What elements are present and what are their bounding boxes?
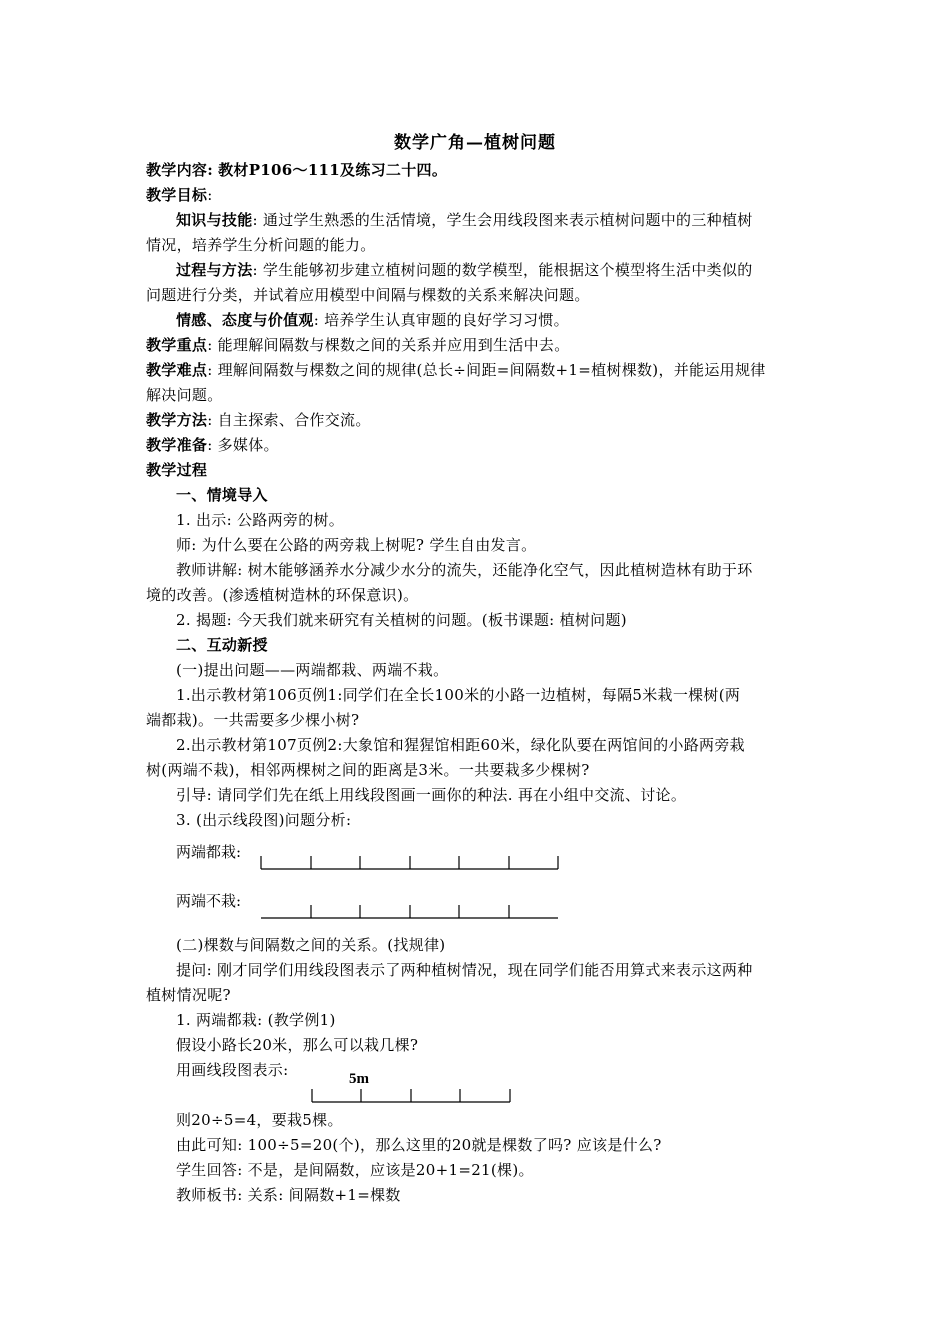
goal-1-label: 知识与技能 <box>176 211 253 229</box>
diagram-label-no-ends: 两端不栽: <box>176 892 242 910</box>
infer-line: 由此可知: 100÷5=20(个)，那么这里的20就是棵数了吗? 应该是什么? <box>176 1136 662 1154</box>
difficulty-line-2: 解决问题。 <box>146 386 223 404</box>
section-1-line-4: 2. 揭题: 今天我们就来研究有关植树的问题。(板书课题: 植树问题) <box>176 611 627 629</box>
goals-colon: : <box>207 186 213 204</box>
goal-2-text: : 学生能够初步建立植树问题的数学模型，能根据这个模型将生活中类似的 <box>252 261 753 279</box>
question-line-a: 提问: 刚才同学们用线段图表示了两种植树情况，现在同学们能否用算式来表示这两种 <box>176 961 753 979</box>
process-heading: 教学过程 <box>146 461 208 479</box>
section-1-line-1: 1. 出示: 公路两旁的树。 <box>176 511 345 529</box>
example-2-line-a: 2.出示教材第107页例2:大象馆和猩猩馆相距60米，绿化队要在两馆间的小路两旁栽 <box>176 736 745 754</box>
draw-line: 用画线段图表示: <box>176 1061 289 1079</box>
prep-text: : 多媒体。 <box>207 436 279 454</box>
diagram-label-both-ends: 两端都栽: <box>176 843 242 861</box>
segment-length-label: 5m <box>349 1071 369 1087</box>
prep-label: 教学准备 <box>146 436 208 454</box>
section-2-sub-1: (一)提出问题——两端都栽、两端不栽。 <box>176 661 449 679</box>
goal-3-text: : 培养学生认真审题的良好学习习惯。 <box>313 311 569 329</box>
calc-line: 则20÷5=4，要栽5棵。 <box>176 1111 343 1129</box>
goal-3-label: 情感、态度与价值观 <box>176 311 314 329</box>
segment-diagram-20m <box>312 1089 510 1102</box>
content-text: 教材P106～111及练习二十四。 <box>218 161 448 179</box>
guide-line: 引导: 请同学们先在纸上用线段图画一画你的种法. 再在小组中交流、讨论。 <box>176 786 687 804</box>
goals-label: 教学目标 <box>146 186 208 204</box>
example-1-line-a: 1.出示教材第106页例1:同学们在全长100米的小路一边植树，每隔5米栽一棵树(两 <box>176 686 741 704</box>
section-1-line-2: 师: 为什么要在公路的两旁栽上树呢? 学生自由发言。 <box>176 536 537 554</box>
difficulty-text: : 理解间隔数与棵数之间的规律(总长÷间距=间隔数+1=植树棵数)，并能运用规律 <box>207 361 766 379</box>
section-2-title: 二、互动新授 <box>176 636 268 654</box>
section-1-line-3b: 境的改善。(渗透植树造林的环保意识)。 <box>146 586 419 604</box>
difficulty-label: 教学难点 <box>146 361 208 379</box>
answer-line: 学生回答: 不是，是间隔数，应该是20+1=21(棵)。 <box>176 1161 534 1179</box>
section-2-sub-2: (二)棵数与间隔数之间的关系。(找规律) <box>176 936 446 954</box>
goal-1-line-2: 情况，培养学生分析问题的能力。 <box>146 236 376 254</box>
section-1-line-3a: 教师讲解: 树木能够涵养水分减少水分的流失，还能净化空气，因此植树造林有助于环 <box>176 561 753 579</box>
board-line: 教师板书: 关系: 间隔数+1=棵数 <box>176 1186 401 1204</box>
method-label: 教学方法 <box>146 411 208 429</box>
goal-2-line-2: 问题进行分类，并试着应用模型中间隔与棵数的关系来解决问题。 <box>146 286 590 304</box>
method-text: : 自主探索、合作交流。 <box>207 411 371 429</box>
question-line-b: 植树情况呢? <box>146 986 231 1004</box>
goal-1-text: : 通过学生熟悉的生活情境，学生会用线段图来表示植树问题中的三种植树 <box>252 211 753 229</box>
assume-line: 假设小路长20米，那么可以栽几棵? <box>176 1036 419 1054</box>
key-point-label: 教学重点 <box>146 336 208 354</box>
segment-diagram-no-ends <box>261 905 558 918</box>
case-1-line: 1. 两端都栽: (教学例1) <box>176 1011 336 1029</box>
segment-diagram-both-ends <box>261 856 558 869</box>
example-1-line-b: 端都栽)。一共需要多少棵小树? <box>146 711 360 729</box>
doc-title: 数学广角—植树问题 <box>394 133 556 153</box>
example-2-line-b: 树(两端不栽)，相邻两棵树之间的距离是3米。一共要栽多少棵树? <box>146 761 590 779</box>
analysis-line: 3. (出示线段图)问题分析: <box>176 811 352 829</box>
goal-2-label: 过程与方法 <box>176 261 253 279</box>
content-label: 教学内容: <box>146 161 214 179</box>
section-1-title: 一、情境导入 <box>176 486 268 504</box>
key-point-text: : 能理解间隔数与棵数之间的关系并应用到生活中去。 <box>207 336 570 354</box>
